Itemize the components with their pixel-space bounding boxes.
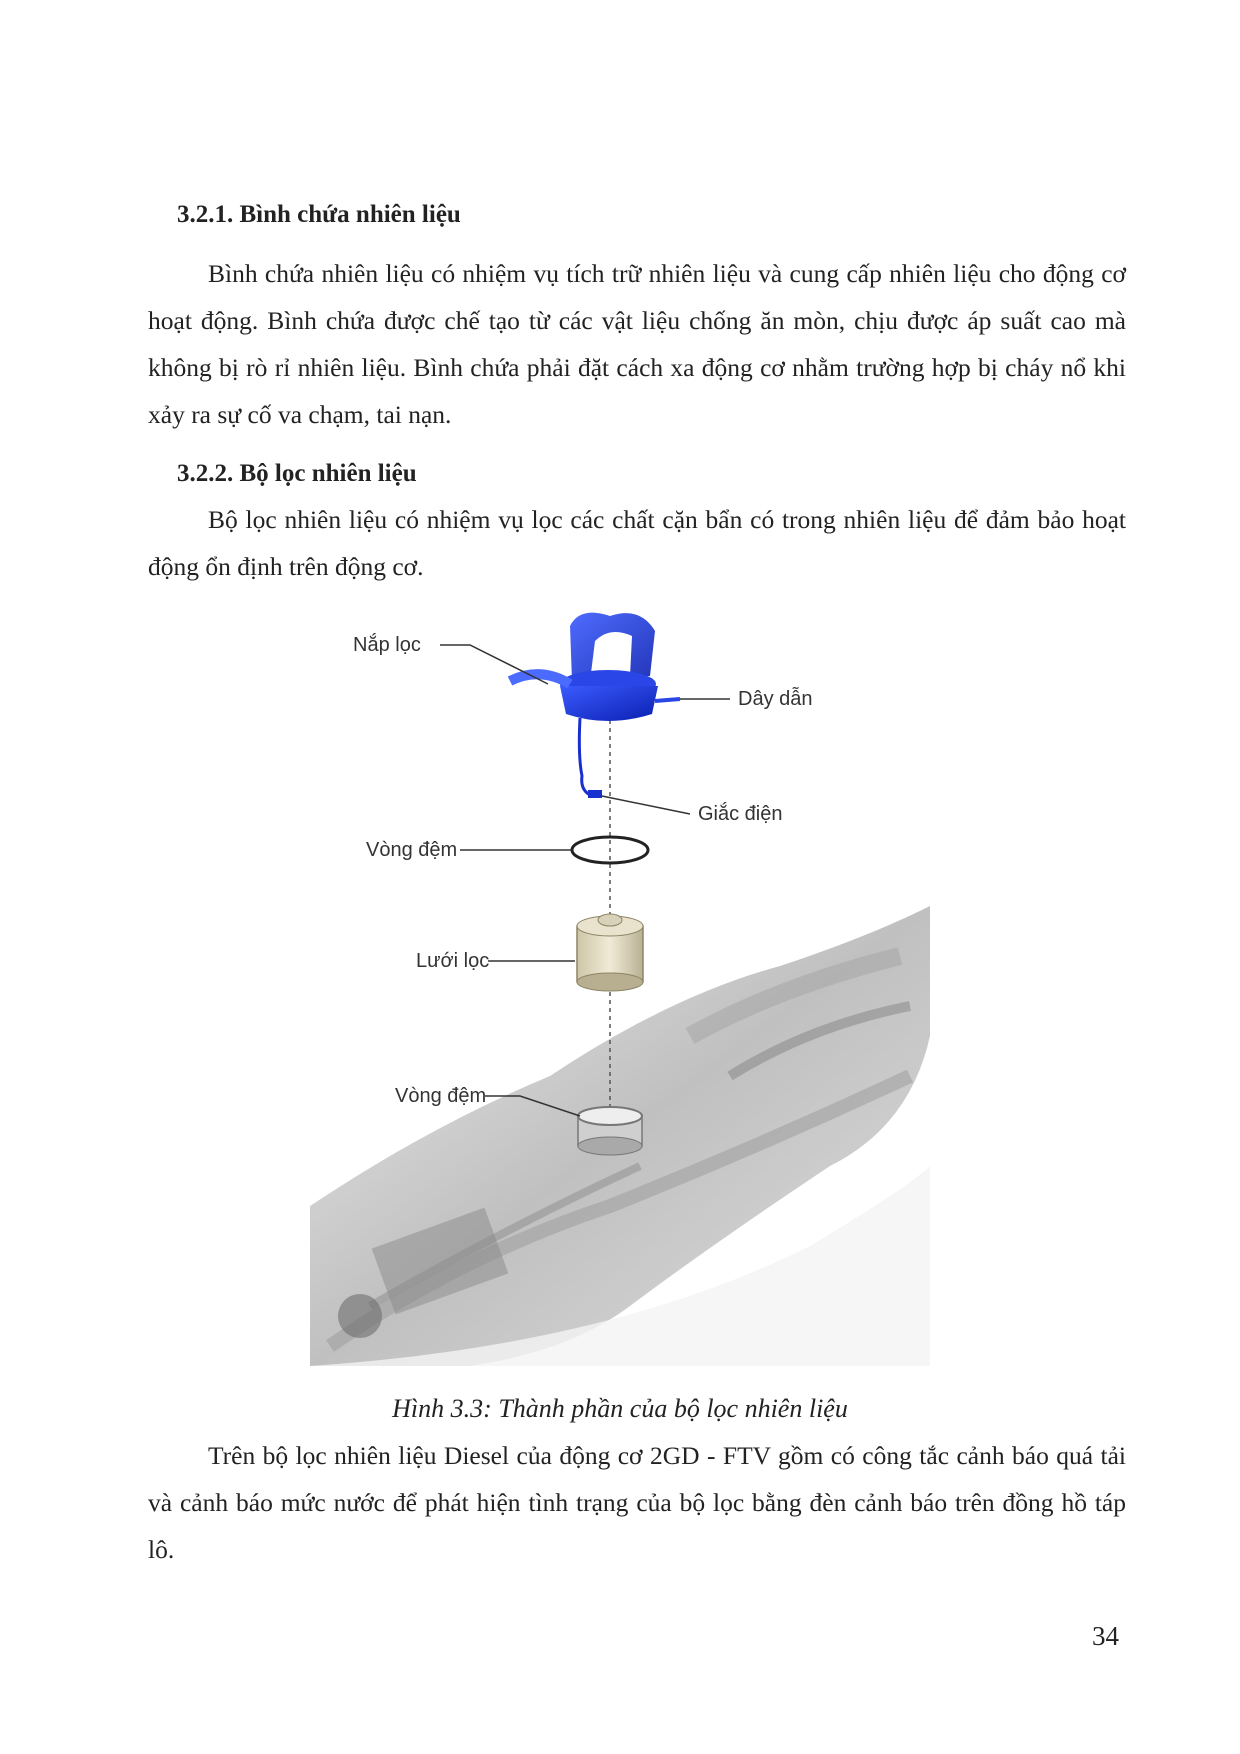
section-heading-fuel-filter: 3.2.2. Bộ lọc nhiên liệu xyxy=(177,460,417,487)
label-gasket-top: Vòng đệm xyxy=(366,839,458,861)
label-cap: Nắp lọc xyxy=(353,634,421,656)
filter-mesh-part xyxy=(577,914,643,991)
figure-caption: Hình 3.3: Thành phần của bộ lọc nhiên liệu xyxy=(392,1394,848,1423)
label-connector: Giắc điện xyxy=(698,803,783,825)
fuel-filter-figure xyxy=(310,606,930,1366)
page-number: 34 xyxy=(1092,1621,1119,1651)
paragraph-fuel-filter: Bộ lọc nhiên liệu có nhiệm vụ lọc các chất cặn bẩn có trong nhiên liệu để đảm bảo hoạt động ổn định trên động cơ. xyxy=(148,505,1126,581)
label-filter-mesh: Lưới lọc xyxy=(416,950,490,972)
label-wire: Dây dẫn xyxy=(738,688,813,710)
label-gasket-bottom: Vòng đệm xyxy=(395,1085,487,1107)
paragraph-fuel-tank: Bình chứa nhiên liệu có nhiệm vụ tích trữ nhiên liệu và cung cấp nhiên liệu cho động cơ hoạt động. Bình chứa được chế tạo từ các vật liệu chống ăn mòn, chịu được áp suất cao mà không bị rò rỉ nhiên liệu. Bình chứa phải đặt cách xa động cơ nhằm trường hợp bị cháy nổ khi xảy ra sự cố va chạm, tai nạn. xyxy=(148,259,1126,429)
bottom-housing-part xyxy=(578,1107,642,1155)
filter-cap-part xyxy=(510,613,680,798)
section-heading-fuel-tank: 3.2.1. Bình chứa nhiên liệu xyxy=(177,201,461,228)
paragraph-closing: Trên bộ lọc nhiên liệu Diesel của động cơ 2GD - FTV gồm có công tắc cảnh báo quá tải và cảnh báo mức nước để phát hiện tình trạng của bộ lọc bằng đèn cảnh báo trên đồng hồ táp lô. xyxy=(148,1441,1126,1564)
fuel-filter-illustration xyxy=(310,606,930,1366)
